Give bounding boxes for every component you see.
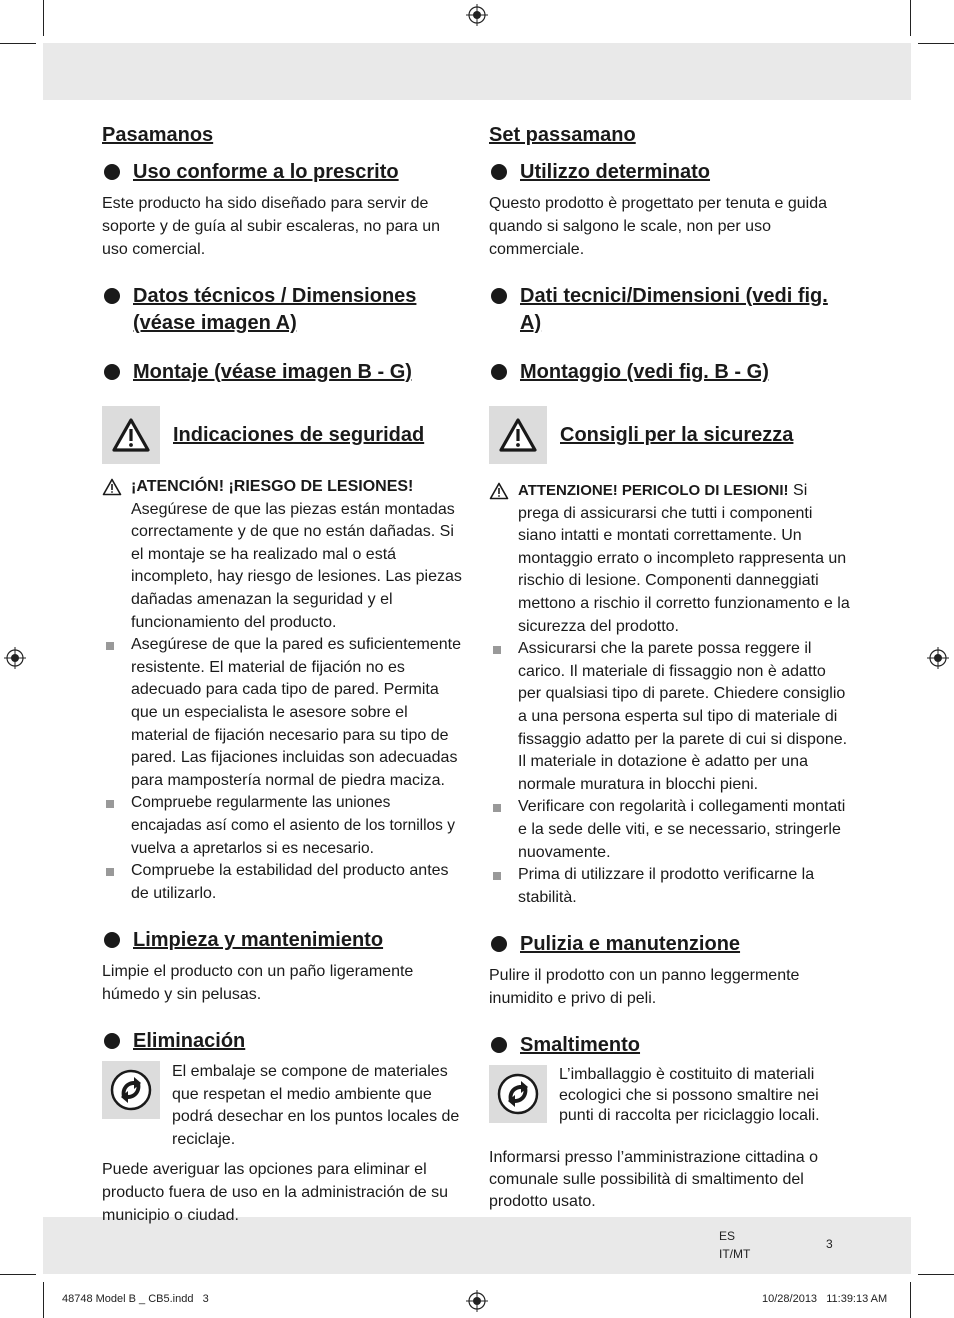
section-heading-tech: Datos técnicos / Dimensiones (véase imagen A) [102, 283, 464, 337]
crop-mark [43, 1282, 44, 1318]
bullet-dot-icon [491, 164, 507, 180]
safety-heading-box [489, 406, 851, 464]
section-heading-mount: Montaje (véase imagen B - G) [102, 359, 464, 386]
disposal-block [102, 1061, 464, 1151]
square-bullet-icon [106, 642, 114, 650]
list-item: Compruebe la estabilidad del producto antes de utilizarlo. [102, 860, 464, 905]
language-codes: ES IT/MT [719, 1229, 751, 1261]
list-item: Prima di utilizzare il prodotto verificarne la stabilità. [489, 864, 851, 909]
warning-triangle-icon [102, 476, 131, 634]
section-heading-tech: Dati tecnici/Dimensioni (vedi fig. A) [489, 283, 851, 337]
disposal-text-2: Puede averiguar las opciones para eliminar el producto fuera de uso en la administración de su municipio o ciudad. [102, 1160, 448, 1224]
use-text: Este producto ha sido diseñado para servir de soporte y de guía al subir escaleras, no para un uso comercial. [102, 195, 440, 258]
warning-triangle-icon [489, 406, 547, 464]
safety-heading-box [102, 406, 464, 464]
section-heading-use: Utilizzo determinato [489, 159, 851, 186]
clean-text: Limpie el producto con un paño ligeramente húmedo y sin pelusas. [102, 963, 414, 1004]
use-text: Questo prodotto è progettato per tenuta e guida quando si salgono le scale, non per uso commerciale. [489, 195, 828, 258]
registration-mark-icon [4, 647, 26, 669]
spanish-column [102, 122, 464, 1227]
slug-timestamp: 10/28/2013 11:39:13 AM [762, 1293, 888, 1305]
bullet-dot-icon [491, 288, 507, 304]
crop-mark [910, 0, 911, 36]
warning-lead: ¡ATENCIÓN! ¡RIESGO DE LESIONES! [131, 478, 414, 495]
list-item: Assicurarsi che la parete possa reggere il carico. Il materiale di fissaggio non è adatto per qualsiasi tipo di parete. Chiedere consiglio a una persona esperta sul tipo di materiale di fissaggio adatto per la parete di cui si dispone. Il materiale in dotazione è adatto per una normale muratura in blocchi pieni. [489, 638, 851, 796]
section-heading-clean: Pulizia e manutenzione [489, 931, 851, 958]
italian-column [489, 122, 851, 1213]
warning-item [102, 476, 464, 634]
registration-mark-icon [927, 647, 949, 669]
disposal-text-2: Informarsi presso l’amministrazione cittadina o comunale sulle possibilità di smaltimento del prodotto usato. [489, 1148, 819, 1210]
clean-text: Pulire il prodotto con un panno leggermente inumidito e privo di peli. [489, 967, 800, 1008]
crop-mark [0, 1274, 36, 1275]
registration-mark-icon [466, 4, 488, 26]
bullet-dot-icon [104, 164, 120, 180]
bullet-dot-icon [104, 288, 120, 304]
crop-mark [918, 43, 954, 44]
section-heading-clean: Limpieza y mantenimiento [102, 927, 464, 954]
list-item: Compruebe regularmente las uniones encajadas así como el asiento de los tornillos y vuelva a apretarlos si es necesario. [102, 792, 464, 860]
bullet-dot-icon [491, 364, 507, 380]
square-bullet-icon [493, 646, 501, 654]
safety-heading: Indicaciones de seguridad [173, 424, 425, 446]
page-title: Pasamanos [102, 124, 214, 146]
disposal-text: L’imballaggio è costituito di materiali ecologici che si possono smaltire nei punti di raccolta per riciclaggio locali. [559, 1066, 820, 1125]
green-dot-recycling-icon [102, 1061, 160, 1119]
section-heading-mount: Montaggio (vedi fig. B - G) [489, 359, 851, 386]
page-title: Set passamano [489, 124, 636, 146]
slug-filename: 48748 Model B _ CB5.indd 3 [62, 1293, 209, 1305]
bullet-dot-icon [104, 364, 120, 380]
warning-triangle-icon [489, 480, 518, 638]
bullet-dot-icon [104, 1033, 120, 1049]
square-bullet-icon [493, 872, 501, 880]
green-dot-recycling-icon [489, 1065, 547, 1123]
disposal-text: El embalaje se compone de materiales que respetan el medio ambiente que podrá desechar en los puntos locales de reciclaje. [172, 1063, 460, 1149]
crop-mark [0, 43, 36, 44]
section-heading-disposal: Smaltimento [489, 1032, 851, 1059]
crop-mark [918, 1274, 954, 1275]
crop-mark [910, 1282, 911, 1318]
list-item: Asegúrese de que la pared es suficientemente resistente. El material de fijación no es adecuado para cada tipo de pared. Permita que un especialista le asesore sobre el material de fijación necesario para su tipo de pared. Las fijaciones incluidas son adecuadas para mampostería normal de piedra maciza. [102, 634, 464, 792]
square-bullet-icon [106, 868, 114, 876]
disposal-block [489, 1065, 851, 1127]
bullet-dot-icon [104, 932, 120, 948]
list-item: Verificare con regolarità i collegamenti montati e la sede delle viti, e se necessario, stringerle nuovamente. [489, 796, 851, 864]
section-heading-use: Uso conforme a lo prescrito [102, 159, 464, 186]
warning-item [489, 480, 851, 638]
warning-text: Si prega di assicurarsi che tutti i componenti siano intatti e montati correttamente. Un montaggio errato o incompleto rappresenta un rischio di lesione. Componenti danneggiati mettono a rischio il corretto funzionamento e la sicurezza del prodotto. [518, 482, 850, 635]
square-bullet-icon [493, 804, 501, 812]
header-band [43, 43, 911, 100]
bullet-dot-icon [491, 1037, 507, 1053]
square-bullet-icon [106, 800, 114, 808]
bullet-dot-icon [491, 936, 507, 952]
warning-text: Asegúrese de que las piezas están montadas correctamente y de que no están dañadas. Si el montaje se ha realizado mal o está incompleto, hay riesgo de lesiones. Las piezas dañadas amenazan la seguridad y el funcionamiento del producto. [131, 500, 462, 631]
page-number: 3 [826, 1237, 833, 1251]
warning-lead: ATTENZIONE! PERICOLO DI LESIONI! [518, 482, 789, 499]
warning-triangle-icon [102, 406, 160, 464]
safety-heading: Consigli per la sicurezza [560, 424, 794, 446]
registration-mark-icon [466, 1290, 488, 1312]
crop-mark [43, 0, 44, 36]
section-heading-disposal: Eliminación [102, 1028, 464, 1055]
